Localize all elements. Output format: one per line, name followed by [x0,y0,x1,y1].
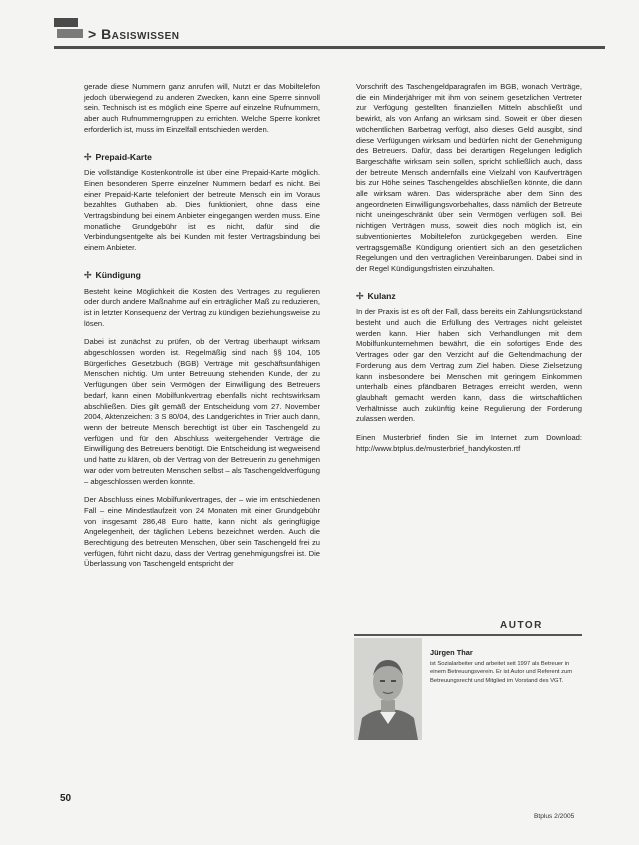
heading-kuendigung-text: Kündigung [95,269,141,280]
left-column [84,82,320,578]
page-number: 50 [60,793,72,804]
author-rule [354,634,582,636]
author-portrait-image [354,638,422,740]
logo-bar-bottom [57,29,83,38]
section-logo [54,18,84,40]
heading-kulanz-text: Kulanz [367,290,396,301]
footer-issue: Btplus 2/2005 [534,813,575,820]
author-name: Jürgen Thar [430,648,473,657]
prepaid-paragraph: Die vollständige Kostenkontrolle ist über eine Prepaid-Karte möglich. Einen besonderen Sperre einzelner Nummern bedarf es nicht. Bei einer Prepaid-Karte telefoniert der betreute Mensch ein im Voraus bezahltes Guthaben ab. Dies funktioniert, ohne dass eine Vertragsbindung bei einem Anbieter eingegangen werden muss. Eine monatliche Grundgebühr ist es nicht, dafür sind die Verbindungsentgelte als bei Kunden mit fester Vertragsbindung bei einem Anbieter. [84,168,320,253]
heading-kulanz [356,291,582,302]
logo-bar-top [54,18,78,27]
header-rule [54,46,605,49]
intro-paragraph: gerade diese Nummern ganz anrufen will, Nutzt er das Mobiltelefon jedoch überwiegend zu anderen Zwecken, kann eine Sperre sinnvoll sein. Technisch ist es möglich eine Sperre auf einzelne Rufnummern, aber auch Rufnummerngruppen zu errichten. Welche Sperre konkret erforderlich ist, muss im Einzelfall entschieden werden. [84,82,320,134]
author-bio: ist Sozialarbeiter und arbeitet seit 1997 als Betreuer in einem Betreuungsverein. Er ist Autor und Referent zum Betreuungsrecht und Mitglied im Vorstand des VGT. [430,661,573,684]
heading-kuendigung [84,270,320,281]
star-marker-icon: ✢ [84,151,92,162]
kuendigung-paragraph-1: Besteht keine Möglichkeit die Kosten des Vertrages zu regulieren oder durch andere Maßnahme auf ein erträglicher Maß zu reduzieren, ist in letzter Konsequenz der Vertrag zu kündigen beziehungsweise zu lösen. [84,286,320,328]
continuation-paragraph: Vorschrift des Taschengeldparagrafen im BGB, wonach Verträge, die ein Minderjähriger mit ihm von seinem gesetzlichen Vertreter zur Verfügung gestellten finanziellen Mitteln abschließt und bewirkt, als von Anfang an wirksam sind. Soweit er über diesen wöchentlichen Barbetrag verfügt, also dieses Geld ausgibt, sind diese Verfügungen wirksam und bedürfen nicht der Genehmigung des Betreuers. Dafür, dass bei derartigen Regelungen lediglich Bargeschäfte wirksam sein sollen, spricht schließlich auch, dass der betreute Mensch andernfalls eine Vielzahl von Kaufverträgen bis zur Höhe seines Taschengeldes abschließen könnte, die dann alle wirksam wären. Das widerspräche aber dem Sinn des angeordneten Einwilligungsvorbehaltes, dass nämlich der Betreute nicht uneingeschränkt über sein Vermögen verfügen soll. Bei nichtigen Verträgen muss, soweit dies noch möglich ist, ein subventioniertes Mobiltelefon zurückgegeben werden. Eine vertragsgemäße Kündigung orientiert sich an den gesetzlichen Regelungen und den vertraglichen Vereinbarungen. Dabei sind in der Regel Kündigungsfristen einzuhalten. [356,82,582,273]
heading-prepaid [84,152,320,163]
kulanz-paragraph: In der Praxis ist es oft der Fall, dass bereits ein Zahlungsrückstand besteht und auch die Erfüllung des Vertrages nicht geleistet werden kann. Hier haben sich Verhandlungen mit dem Mobilfunkunternehmen bewährt, die ein sofortiges Ende des Vertrages oder gar den Verzicht auf die Geltendmachung der Forderung aus dem Vertrag zum Ziel haben. Diese Zielsetzung kann insbesondere bei Menschen mit geringem Einkommen unterhalb eines pfändbaren Betrages erreicht werden, wenn glaubhaft gemacht werden kann, dass die wirtschaftlichen Verhältnisse auch zukünftig keine Regulierung der Forderung zulassen werden. [356,307,582,424]
star-marker-icon: ✢ [356,290,364,301]
section-title: > Basiswissen [88,26,180,42]
author-label: AUTOR [500,620,543,631]
heading-prepaid-text: Prepaid-Karte [95,151,152,162]
kuendigung-paragraph-2: Dabei ist zunächst zu prüfen, ob der Vertrag überhaupt wirksam abgeschlossen worden ist. Regelmäßig sind nach §§ 104, 105 Bürgerliches Gesetzbuch (BGB) Verträge mit geschäftsunfähigen Menschen nichtig. Um unter Betreuung stehenden Kunde, der zu Verfügungen über sein Vermögen der Einwilligung des Betreuers bedarf, kann einen Mobilfunkvertrag ebenfalls nicht rechtswirksam abschließen. Dies gilt gemäß der Entscheidung vom 27. November 2004, Aktenzeichen: 3 S 80/04, des Landgerichtes in Trier auch dann, wenn der betreute Mensch berechtigt ist über ein Taschengeld zu verfügen und für den Abschluss weitergehender Verträge die Einwilligung des Betreuers benötigt. Die Entscheidung ist wegweisend und hatte zu klären, ob der Vertrag von der Betreuerin zu genehmigen war oder vom betreuten Menschen selbst – als Taschengeldverfügung – abgeschlossen werden konnte. [84,337,320,486]
right-column [356,82,582,463]
author-photo [354,638,422,740]
kuendigung-paragraph-3: Der Abschluss eines Mobilfunkvertrages, der – wie im entschiedenen Fall – eine Mindestlaufzeit von 24 Monaten mit einer Grundgebühr von insgesamt 286,48 Euro hatte, kann nicht als geringfügige Angelegenheit, der täglichen Lebens bezeichnet werden. Auch die Berechtigung des betreuten Menschen, über sein Taschengeld frei zu verfügen, führt nicht dazu, dass der Vertrag genehmigungsfrei ist. Die Überlassung von Taschengeld entspricht der [84,495,320,569]
download-paragraph: Einen Musterbrief finden Sie im Internet zum Download: http://www.btplus.de/musterbrief_handykosten.rtf [356,433,582,453]
star-marker-icon: ✢ [84,269,92,280]
